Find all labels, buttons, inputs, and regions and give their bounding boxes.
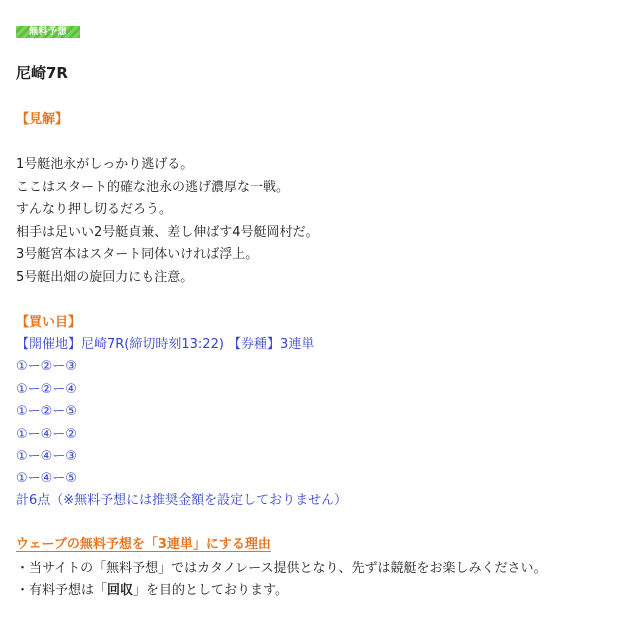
opinion-line: 3号艇宮本はスタート同体いければ浮上。 [16, 247, 259, 262]
bet-combo: ①ー④ー③ [16, 449, 77, 464]
reason-text: 」を目的としております。 [133, 583, 288, 598]
opinion-heading: 【見解】 [16, 112, 69, 127]
bet-combo: ①ー②ー④ [16, 382, 77, 397]
race-title: 尼崎7R [16, 64, 68, 82]
reason-line [16, 579, 288, 598]
venue-info: 【開催地】尼崎7R(締切時刻13:22) 【券種】3連単 [16, 337, 315, 352]
reason-text: ・有料予想は「 [16, 583, 108, 598]
bet-combo: ①ー②ー③ [16, 359, 77, 374]
opinion-line: すんなり押し切るだろう。 [16, 202, 173, 217]
emphasis-text: 回収 [107, 583, 134, 598]
bet-combo: ①ー④ー② [16, 427, 77, 442]
free-prediction-badge: 無料予想 [16, 26, 80, 38]
bet-combo: ①ー④ー⑤ [16, 471, 77, 486]
bet-combo: ①ー②ー⑤ [16, 404, 77, 419]
opinion-line: 5号艇出畑の旋回力にも注意。 [16, 270, 194, 285]
opinion-line: 相手は足いい2号艇貞兼、差し伸ばす4号艇岡村だ。 [16, 225, 319, 240]
bet-total: 計6点（※無料予想には推奨金額を設定しておりません） [16, 493, 348, 508]
reason-heading: ウェーブの無料予想を「3連単」にする理由 [16, 537, 271, 552]
opinion-line: 1号艇池永がしっかり逃げる。 [16, 157, 194, 172]
bets-heading: 【買い目】 [16, 315, 82, 330]
opinion-line: ここはスタート的確な池永の逃げ濃厚な一戦。 [16, 180, 290, 195]
reason-line: ・当サイトの「無料予想」ではカタノレース提供となり、先ずは競艇をお楽しみください。 [16, 561, 547, 576]
